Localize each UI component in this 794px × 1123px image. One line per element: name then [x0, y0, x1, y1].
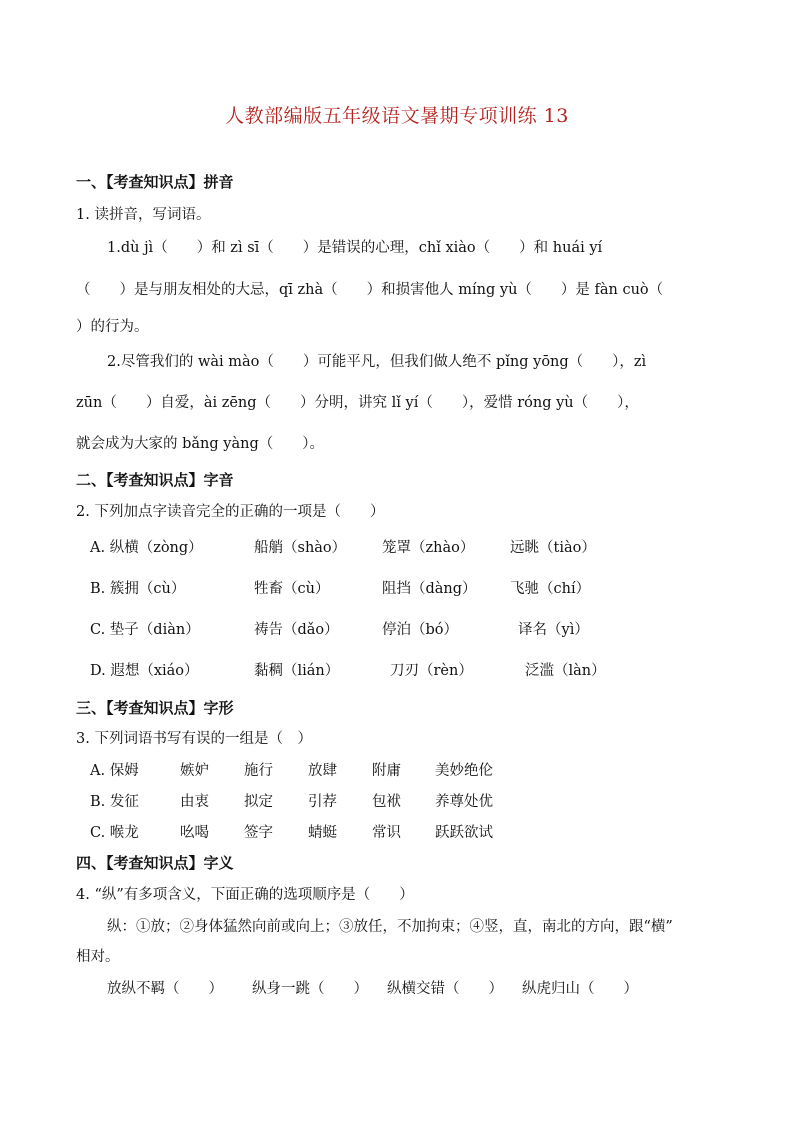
question-4-blank: 纵身一跳（ ）: [252, 981, 368, 997]
section-heading-meaning: 四、【考查知识点】字义: [76, 854, 234, 872]
question-1-line: 就会成为大家的 bǎng yàng（ ）。: [76, 436, 324, 452]
option-b-word: 养尊处优: [435, 794, 493, 810]
option-a-word: 美妙绝伦: [435, 763, 493, 779]
option-b-item: 牲畜（cù）: [254, 581, 330, 597]
question-1-line: ）的行为。: [76, 319, 149, 335]
question-1-stem: 1. 读拼音，写词语。: [76, 207, 211, 223]
question-4-blank: 放纵不羁（ ）: [107, 981, 223, 997]
option-b-word: B. 发征: [90, 794, 139, 810]
option-d-item: 刀刃（rèn）: [390, 663, 473, 679]
option-a-item: 远眺（tiào）: [510, 540, 596, 556]
option-a-word: 附庸: [372, 763, 401, 779]
option-c-item: 译名（yì）: [518, 622, 589, 638]
question-4-blank: 纵横交错（ ）: [387, 981, 503, 997]
section-heading-pinyin: 一、【考查知识点】拼音: [76, 173, 234, 191]
question-1-line: 2.尽管我们的 wài mào（ ）可能平凡，但我们做人绝不 pǐng yōng（ ），zì: [107, 354, 647, 370]
option-b-word: 由衷: [180, 794, 209, 810]
option-b-item: B. 簇拥（cù）: [90, 581, 186, 597]
option-b-word: 引荐: [308, 794, 337, 810]
option-b-item: 阻挡（dàng）: [382, 581, 477, 597]
question-4-definition: 相对。: [76, 949, 120, 965]
question-4-blank: 纵虎归山（ ）: [522, 981, 638, 997]
option-a-word: 放肆: [308, 763, 337, 779]
question-4-definition: 纵：①放；②身体猛然向前或向上；③放任，不加拘束；④竖，直，南北的方向，跟“横”: [107, 919, 673, 935]
question-2-stem: 2. 下列加点字读音完全的正确的一项是（ ）: [76, 504, 385, 520]
option-b-word: 包袱: [372, 794, 401, 810]
option-c-item: 祷告（dǎo）: [254, 622, 339, 638]
question-1-line: （ ）是与朋友相处的大忌，qī zhà（ ）和损害他人 míng yù（ ）是 fàn cuò（: [76, 282, 664, 298]
option-d-item: D. 遐想（xiáo）: [90, 663, 199, 679]
option-a-item: A. 纵横（zòng）: [90, 540, 203, 556]
option-c-word: 常识: [372, 825, 401, 841]
section-heading-pronunciation: 二、【考查知识点】字音: [76, 471, 234, 489]
option-a-word: A. 保姆: [90, 763, 139, 779]
option-d-item: 泛滥（làn）: [525, 663, 606, 679]
question-4-stem: 4. “纵”有多项含义，下面正确的选项顺序是（ ）: [76, 887, 414, 903]
option-c-item: C. 垫子（diàn）: [90, 622, 200, 638]
option-c-word: 跃跃欲试: [435, 825, 493, 841]
option-c-word: 蜻蜓: [308, 825, 337, 841]
option-c-word: 吆喝: [180, 825, 209, 841]
option-c-word: C. 喉龙: [90, 825, 139, 841]
question-3-stem: 3. 下列词语书写有误的一组是（ ）: [76, 731, 312, 747]
option-c-word: 签字: [244, 825, 273, 841]
option-a-word: 嫉妒: [180, 763, 209, 779]
option-a-item: 笼罩（zhào）: [382, 540, 475, 556]
question-1-line: zūn（ ）自爱，ài zēng（ ）分明，讲究 lǐ yí（ ），爱惜 róng yù（ ），: [76, 395, 639, 411]
option-b-word: 拟定: [244, 794, 273, 810]
question-1-line: 1.dù jì（ ）和 zì sī（ ）是错误的心理，chǐ xiào（ ）和 huái yí: [107, 240, 603, 256]
option-d-item: 黏稠（lián）: [254, 663, 340, 679]
option-a-item: 船艄（shào）: [254, 540, 347, 556]
option-c-item: 停泊（bó）: [382, 622, 459, 638]
section-heading-character-form: 三、【考查知识点】字形: [76, 699, 234, 717]
option-a-word: 施行: [244, 763, 273, 779]
document-title: 人教部编版五年级语文暑期专项训练 13: [225, 105, 569, 127]
option-b-item: 飞驰（chí）: [510, 581, 591, 597]
